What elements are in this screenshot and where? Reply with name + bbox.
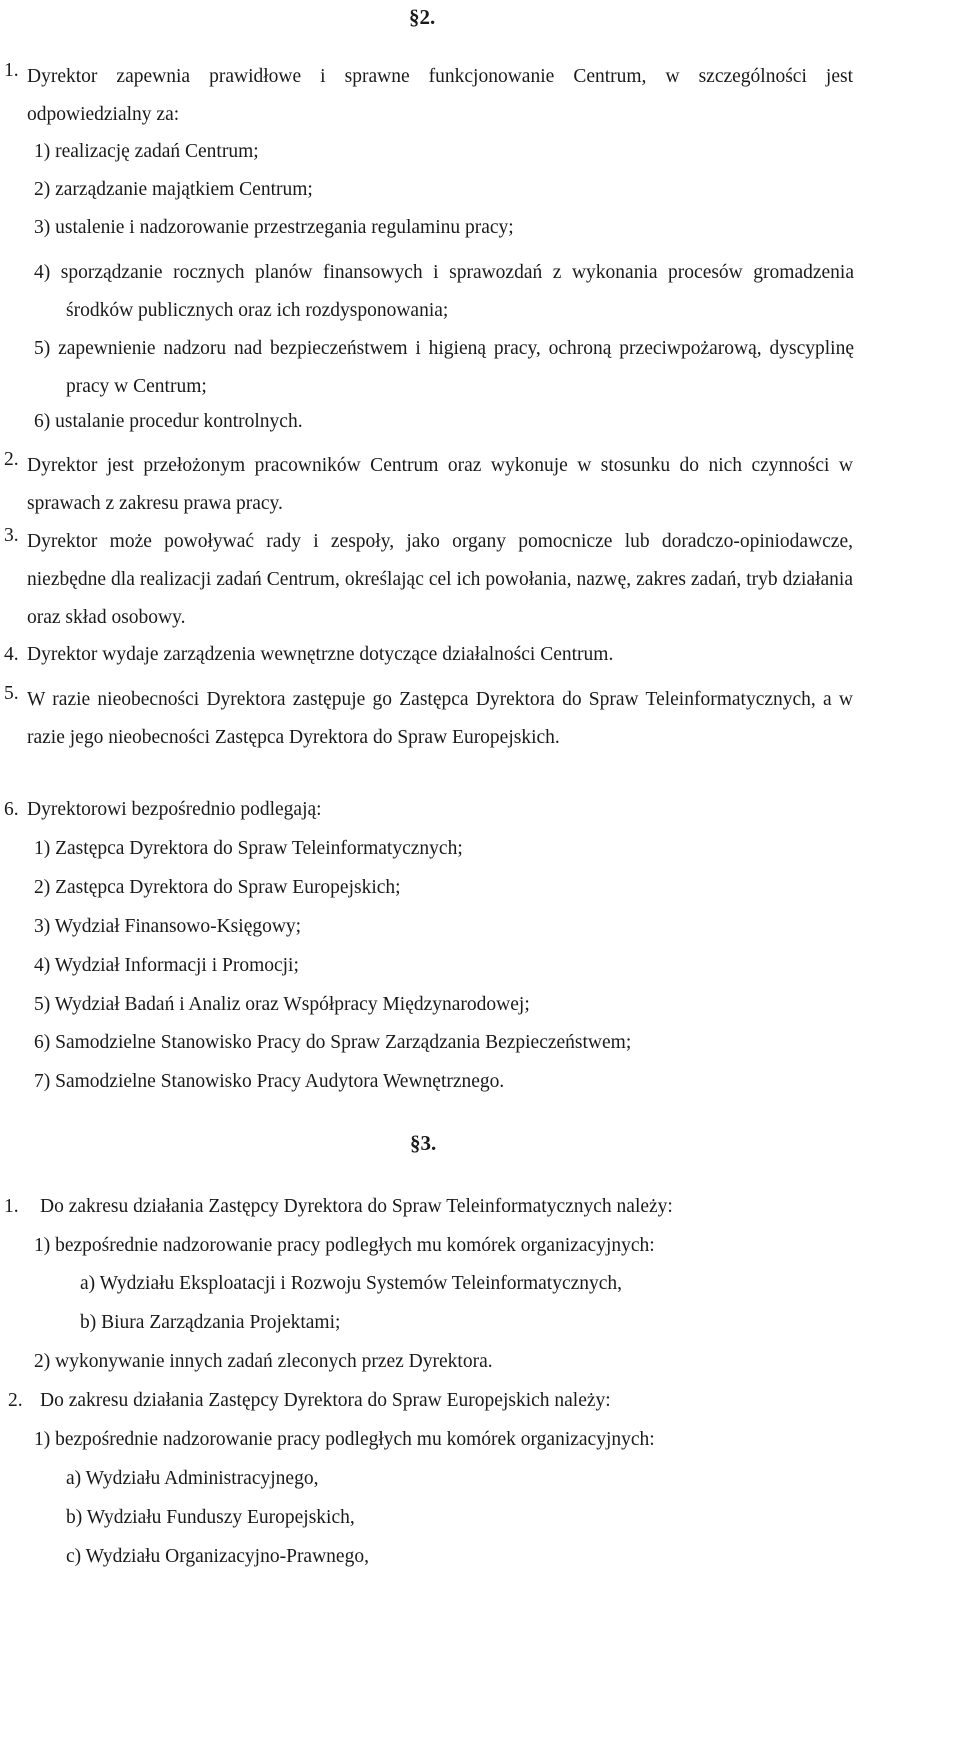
section-heading-2: §2. xyxy=(409,5,436,29)
paragraph-number: 1. xyxy=(4,1196,19,1217)
paragraph-number: 6. xyxy=(4,799,19,820)
list-subitem: a) Wydziału Administracyjnego, xyxy=(66,1468,319,1489)
list-item: 1) realizację zadań Centrum; xyxy=(34,141,259,162)
list-item: 7) Samodzielne Stanowisko Pracy Audytora Wewnętrznego. xyxy=(34,1071,505,1092)
paragraph-2-3: Dyrektor może powoływać rady i zespoły, jako organy pomocnicze lub doradczo-opiniodawcze, niezbędne dla realizacji zadań Centrum, określając cel ich powołania, nazwę, zakres zadań, tryb działania oraz skład osobowy. xyxy=(27,531,853,628)
list-item: 6) Samodzielne Stanowisko Pracy do Spraw Zarządzania Bezpieczeństwem; xyxy=(34,1032,632,1053)
list-item: 3) Wydział Finansowo-Księgowy; xyxy=(34,916,302,937)
paragraph-2-4: Dyrektor wydaje zarządzenia wewnętrzne dotyczące działalności Centrum. xyxy=(27,644,614,665)
list-item: 2) wykonywanie innych zadań zleconych przez Dyrektora. xyxy=(34,1351,493,1372)
paragraph-number: 4. xyxy=(4,644,19,665)
paragraph-2-2: Dyrektor jest przełożonym pracowników Centrum oraz wykonuje w stosunku do nich czynności w sprawach z zakresu prawa pracy. xyxy=(27,455,853,514)
list-subitem: b) Biura Zarządzania Projektami; xyxy=(80,1312,341,1333)
paragraph-number: 2. xyxy=(4,449,19,470)
paragraph-2-5: W razie nieobecności Dyrektora zastępuje go Zastępca Dyrektora do Spraw Teleinformatycznych, a w razie jego nieobecności Zastępca Dyrektora do Spraw Europejskich. xyxy=(27,689,853,748)
paragraph-number: 2. xyxy=(8,1390,23,1411)
list-item: 1) bezpośrednie nadzorowanie pracy podległych mu komórek organizacyjnych: xyxy=(34,1429,655,1450)
paragraph-text: Dyrektor zapewnia prawidłowe i sprawne funkcjonowanie Centrum, w szczególności jest odpowiedzialny za: xyxy=(27,66,853,125)
list-item: 2) Zastępca Dyrektora do Spraw Europejskich; xyxy=(34,877,401,898)
list-item: 5) zapewnienie nadzoru nad bezpieczeństwem i higieną pracy, ochroną przeciwpożarową, dyscyplinę pracy w Centrum; xyxy=(34,338,854,397)
list-subitem: b) Wydziału Funduszy Europejskich, xyxy=(66,1507,355,1528)
list-subitem: c) Wydziału Organizacyjno-Prawnego, xyxy=(66,1546,369,1567)
list-item: 6) ustalanie procedur kontrolnych. xyxy=(34,411,303,432)
list-item: 4) Wydział Informacji i Promocji; xyxy=(34,955,299,976)
list-subitem: a) Wydziału Eksploatacji i Rozwoju Systemów Teleinformatycznych, xyxy=(80,1273,623,1294)
paragraph-number: 3. xyxy=(4,525,19,546)
section-heading-3: §3. xyxy=(410,1131,437,1155)
list-item: 5) Wydział Badań i Analiz oraz Współpracy Międzynarodowej; xyxy=(34,994,530,1015)
paragraph-2-6: Dyrektorowi bezpośrednio podlegają: xyxy=(27,799,322,820)
paragraph-3-2: Do zakresu działania Zastępcy Dyrektora do Spraw Europejskich należy: xyxy=(40,1390,611,1411)
list-item: 1) Zastępca Dyrektora do Spraw Teleinformatycznych; xyxy=(34,838,463,859)
paragraph-number: 1. xyxy=(4,60,19,81)
paragraph-3-1: Do zakresu działania Zastępcy Dyrektora do Spraw Teleinformatycznych należy: xyxy=(40,1196,673,1217)
list-item: 3) ustalenie i nadzorowanie przestrzegania regulaminu pracy; xyxy=(34,217,514,238)
list-item: 2) zarządzanie majątkiem Centrum; xyxy=(34,179,313,200)
list-item: 1) bezpośrednie nadzorowanie pracy podległych mu komórek organizacyjnych: xyxy=(34,1235,655,1256)
list-item: 4) sporządzanie rocznych planów finansowych i sprawozdań z wykonania procesów gromadzenia środków publicznych oraz ich rozdysponowania; xyxy=(34,262,854,321)
paragraph-number: 5. xyxy=(4,683,19,704)
